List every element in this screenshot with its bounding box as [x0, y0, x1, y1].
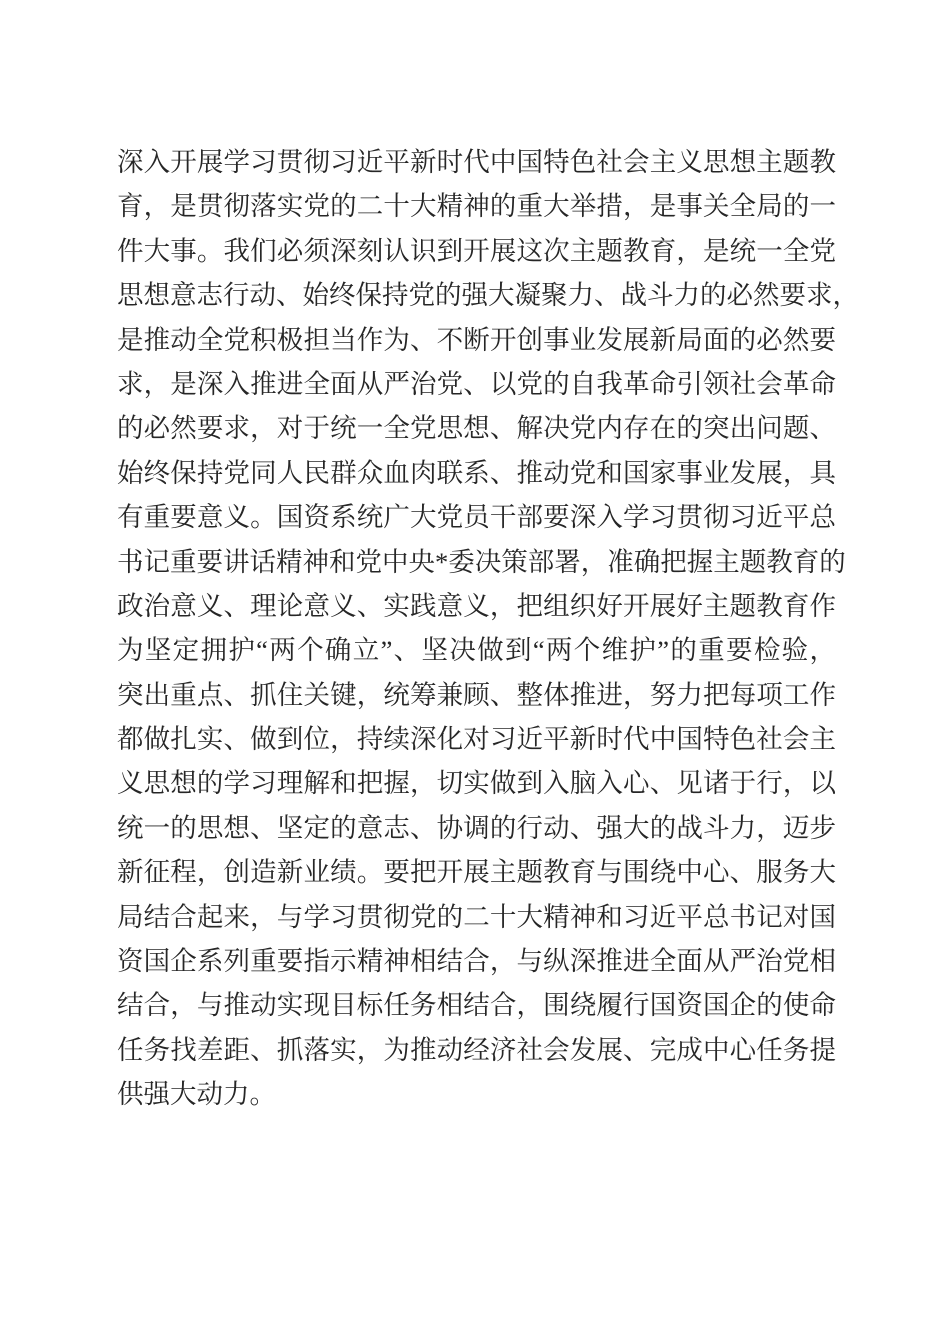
paragraph-line: 突出重点、抓住关键，统筹兼顾、整体推进，努力把每项工作: [117, 679, 836, 710]
body-paragraph: [117, 140, 859, 1117]
paragraph-line: 任务找差距、抓落实，为推动经济社会发展、完成中心任务提: [117, 1034, 836, 1065]
paragraph-line: 资国企系列重要指示精神相结合，与纵深推进全面从严治党相: [117, 946, 836, 977]
paragraph-line: 都做扎实、做到位，持续深化对习近平新时代中国特色社会主: [117, 724, 836, 755]
paragraph-line: 统一的思想、坚定的意志、协调的行动、强大的战斗力，迈步: [117, 812, 836, 843]
paragraph-line: 始终保持党同人民群众血肉联系、推动党和国家事业发展，具: [117, 457, 836, 488]
paragraph-line: 育，是贯彻落实党的二十大精神的重大举措，是事关全局的一: [117, 191, 836, 222]
paragraph-line: 思想意志行动、始终保持党的强大凝聚力、战斗力的必然要求，: [117, 280, 859, 311]
paragraph-line: 深入开展学习贯彻习近平新时代中国特色社会主义思想主题教: [117, 147, 836, 177]
paragraph-line: 局结合起来，与学习贯彻党的二十大精神和习近平总书记对国: [117, 901, 836, 932]
paragraph-line: 政治意义、理论意义、实践意义，把组织好开展好主题教育作: [117, 590, 836, 621]
paragraph-line: 求，是深入推进全面从严治党、以党的自我革命引领社会革命: [117, 368, 836, 399]
paragraph-line: 件大事。我们必须深刻认识到开展这次主题教育，是统一全党: [117, 235, 836, 266]
paragraph-line: 有重要意义。国资系统广大党员干部要深入学习贯彻习近平总: [117, 502, 836, 533]
paragraph-line: 新征程，创造新业绩。要把开展主题教育与围绕中心、服务大: [117, 857, 836, 888]
paragraph-line: 结合，与推动实现目标任务相结合，围绕履行国资国企的使命: [117, 990, 836, 1021]
paragraph-line: 是推动全党积极担当作为、不断开创事业发展新局面的必然要: [117, 324, 836, 355]
paragraph-line: 义思想的学习理解和把握，切实做到入脑入心、见诸于行，以: [117, 768, 836, 799]
paragraph-line: 书记重要讲话精神和党中央*委决策部署，准确把握主题教育的: [117, 546, 846, 577]
paragraph-line: 供强大动力。: [117, 1079, 276, 1110]
paragraph-line: 为坚定拥护“两个确立”、坚决做到“两个维护”的重要检验，: [117, 635, 836, 666]
paragraph-line: 的必然要求，对于统一全党思想、解决党内存在的突出问题、: [117, 413, 836, 444]
